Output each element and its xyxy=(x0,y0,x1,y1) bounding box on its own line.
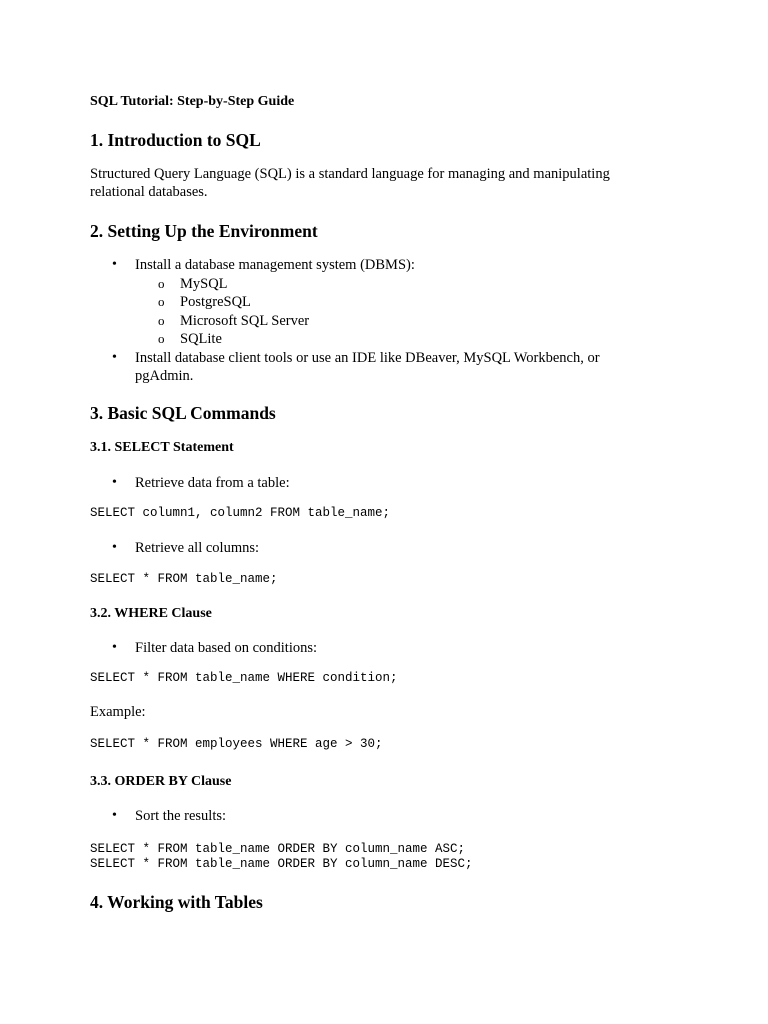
code-block-order-by: SELECT * FROM table_name ORDER BY column_name ASC; SELECT * FROM table_name ORDER BY column_name DESC; xyxy=(90,841,473,871)
bullet-icon: • xyxy=(112,257,117,272)
where-bullet-list xyxy=(90,639,650,658)
subsection-heading-select: 3.1. SELECT Statement xyxy=(90,439,234,455)
document-page xyxy=(90,92,650,914)
sub-bullet-icon: o xyxy=(158,312,165,328)
select-bullet-text: Retrieve data from a table: xyxy=(135,474,290,491)
list-item xyxy=(135,312,650,331)
list-item xyxy=(90,539,650,558)
order-by-bullet-text: Sort the results: xyxy=(135,808,227,824)
setup-bullet-text: Install database client tools or use an IDE like DBeaver, MySQL Workbench, or pgAdmin. xyxy=(135,349,600,384)
sub-bullet-icon: o xyxy=(158,331,165,346)
dbms-option: PostgreSQL xyxy=(180,294,251,310)
code-block-where: SELECT * FROM table_name WHERE condition; xyxy=(90,671,398,685)
code-block-select-all: SELECT * FROM table_name; xyxy=(90,571,278,586)
section-heading-working-with-tables: 4. Working with Tables xyxy=(90,891,263,912)
select-all-bullet-list xyxy=(90,539,650,558)
subsection-heading-order-by: 3.3. ORDER BY Clause xyxy=(90,774,232,789)
code-block-select-columns: SELECT column1, column2 FROM table_name; xyxy=(90,506,391,520)
setup-bullet-list xyxy=(90,256,650,386)
order-by-bullet-list xyxy=(90,807,650,826)
setup-bullet-text: Install a database management system (DBMS): xyxy=(135,257,415,273)
list-item xyxy=(90,349,650,386)
sub-bullet-icon: o xyxy=(158,275,165,291)
bullet-icon: • xyxy=(112,349,117,365)
code-block-where-example: SELECT * FROM employees WHERE age > 30; xyxy=(90,737,383,751)
bullet-icon: • xyxy=(112,540,117,555)
list-item xyxy=(135,293,650,312)
list-item xyxy=(135,330,650,349)
subsection-heading-where: 3.2. WHERE Clause xyxy=(90,605,212,621)
dbms-option: MySQL xyxy=(180,275,228,292)
section-heading-basic-commands: 3. Basic SQL Commands xyxy=(90,402,276,423)
section-heading-introduction: 1. Introduction to SQL xyxy=(90,130,261,150)
dbms-option: SQLite xyxy=(180,331,222,347)
document-title: SQL Tutorial: Step-by-Step Guide xyxy=(90,94,295,109)
select-bullet-list xyxy=(90,474,650,493)
introduction-paragraph: Structured Query Language (SQL) is a standard language for managing and manipulating relational databases. xyxy=(90,166,610,200)
bullet-icon: • xyxy=(112,474,117,490)
dbms-option: Microsoft SQL Server xyxy=(180,312,310,329)
bullet-icon: • xyxy=(112,639,117,655)
section-heading-setup: 2. Setting Up the Environment xyxy=(90,221,318,241)
list-item xyxy=(90,807,650,826)
select-bullet-text: Retrieve all columns: xyxy=(135,540,260,556)
list-item xyxy=(135,275,650,294)
bullet-icon: • xyxy=(112,808,117,823)
list-item xyxy=(90,639,650,658)
dbms-options-list xyxy=(135,275,650,349)
list-item xyxy=(90,256,650,349)
where-bullet-text: Filter data based on conditions: xyxy=(135,639,318,656)
sub-bullet-icon: o xyxy=(158,294,165,309)
example-label: Example: xyxy=(90,704,146,720)
list-item xyxy=(90,474,650,493)
